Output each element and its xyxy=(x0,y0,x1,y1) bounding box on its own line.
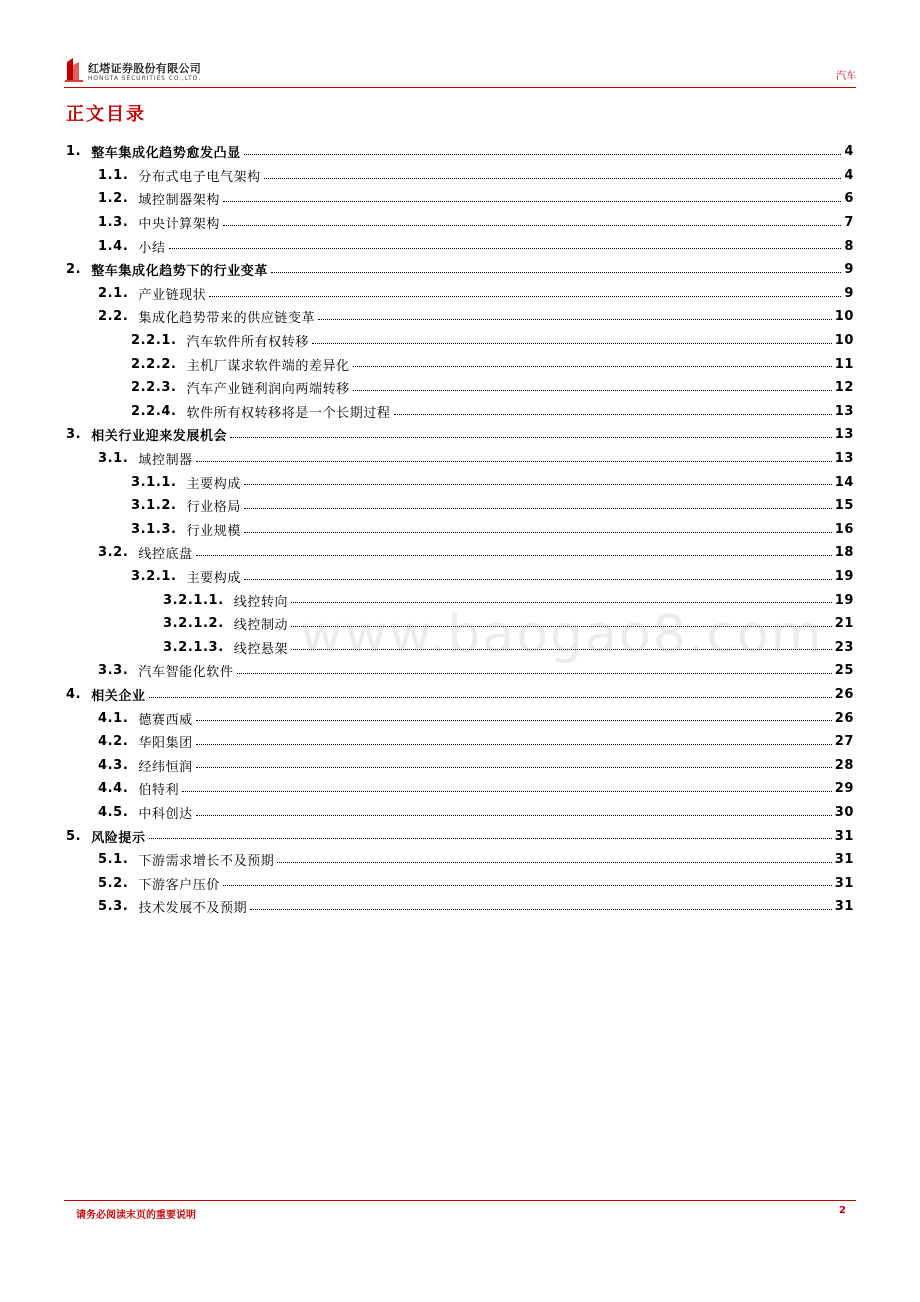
toc-entry-title: 技术发展不及预期 xyxy=(138,901,248,917)
toc-entry-number: 3.3. xyxy=(98,663,129,679)
toc-entry[interactable] xyxy=(66,848,854,872)
toc-dot-leader xyxy=(196,709,832,721)
toc-entry-number: 3.1. xyxy=(98,451,129,467)
watermark: www.baogao8.com xyxy=(300,605,824,665)
toc-entry[interactable] xyxy=(66,164,854,188)
toc-entry-number: 3.1.1. xyxy=(131,474,177,490)
logo-company-name: 红塔证券股份有限公司 xyxy=(88,62,201,75)
toc-entry-page: 15 xyxy=(834,498,854,514)
toc-entry-page: 10 xyxy=(834,309,854,325)
toc-entry-title: 分布式电子电气架构 xyxy=(138,169,261,185)
toc-entry-page: 31 xyxy=(834,852,854,868)
toc-dot-leader xyxy=(230,426,832,438)
toc-entry-title: 中央计算架构 xyxy=(138,217,220,233)
toc-entry[interactable] xyxy=(66,541,854,565)
toc-entry-title: 产业链现状 xyxy=(138,287,207,303)
toc-entry[interactable] xyxy=(66,376,854,400)
toc-entry[interactable] xyxy=(66,871,854,895)
toc-entry-page: 21 xyxy=(834,616,854,632)
company-logo xyxy=(64,56,264,84)
toc-entry-page: 4 xyxy=(844,144,854,160)
toc-entry-title: 域控制器架构 xyxy=(138,193,220,209)
toc-dot-leader xyxy=(244,497,832,509)
toc-dot-leader xyxy=(149,827,832,839)
toc-entry[interactable] xyxy=(66,400,854,424)
toc-dot-leader xyxy=(244,143,841,155)
footer-divider xyxy=(64,1200,856,1201)
footer-disclaimer: 请务必阅读末页的重要说明 xyxy=(76,1210,196,1221)
toc-entry-page: 30 xyxy=(834,804,854,820)
toc-entry-number: 5.1. xyxy=(98,852,129,868)
toc-entry-title: 线控悬架 xyxy=(233,641,289,657)
toc-entry-title: 经纬恒润 xyxy=(138,759,193,775)
toc-dot-leader xyxy=(223,190,841,202)
toc-entry-title: 主机厂谋求软件端的差异化 xyxy=(186,358,350,374)
toc-entry[interactable] xyxy=(66,753,854,777)
toc-entry-number: 4.5. xyxy=(98,804,129,820)
toc-entry-page: 28 xyxy=(834,757,854,773)
toc-entry-title: 风险提示 xyxy=(91,830,146,846)
toc-entry[interactable] xyxy=(66,518,854,542)
toc-entry[interactable] xyxy=(66,234,854,258)
toc-entry[interactable] xyxy=(66,824,854,848)
toc-dot-leader xyxy=(271,261,841,273)
toc-entry[interactable] xyxy=(66,305,854,329)
toc-entry-page: 26 xyxy=(834,710,854,726)
toc-dot-leader xyxy=(394,403,832,415)
toc-entry-number: 2.2.4. xyxy=(131,403,177,419)
toc-entry-page: 13 xyxy=(834,451,854,467)
toc-entry-title: 线控制动 xyxy=(233,618,289,634)
toc-entry-page: 18 xyxy=(834,545,854,561)
toc-entry-title: 整车集成化趋势愈发凸显 xyxy=(91,146,241,162)
toc-entry-page: 26 xyxy=(834,686,854,702)
toc-entry-page: 13 xyxy=(834,427,854,443)
toc-entry-number: 1.3. xyxy=(98,215,129,231)
toc-entry-number: 3. xyxy=(66,427,82,443)
toc-entry-page: 31 xyxy=(834,828,854,844)
toc-dot-leader xyxy=(353,355,832,367)
toc-entry-page: 9 xyxy=(844,262,854,278)
toc-entry-page: 11 xyxy=(834,356,854,372)
toc-dot-leader xyxy=(196,450,832,462)
toc-entry-page: 12 xyxy=(834,380,854,396)
toc-entry-title: 行业规模 xyxy=(186,523,241,539)
toc-entry[interactable] xyxy=(66,352,854,376)
toc-dot-leader xyxy=(264,167,841,179)
toc-dot-leader xyxy=(149,686,832,698)
toc-dot-leader xyxy=(318,308,832,320)
toc-dot-leader xyxy=(250,898,832,910)
toc-dot-leader xyxy=(244,473,832,485)
toc-entry-page: 13 xyxy=(834,403,854,419)
toc-entry[interactable] xyxy=(66,801,854,825)
toc-entry-page: 8 xyxy=(844,238,854,254)
hongta-logo-icon xyxy=(64,56,84,82)
page-number: 2 xyxy=(839,1205,846,1216)
toc-entry-title: 德赛西威 xyxy=(138,712,193,728)
toc-entry-page: 16 xyxy=(834,521,854,537)
toc-entry-number: 3.1.2. xyxy=(131,498,177,514)
toc-entry-page: 23 xyxy=(834,639,854,655)
toc-entry-number: 5.2. xyxy=(98,875,129,891)
toc-entry-number: 2.2.2. xyxy=(131,356,177,372)
toc-entry-page: 29 xyxy=(834,781,854,797)
toc-dot-leader xyxy=(277,851,831,863)
toc-entry[interactable] xyxy=(66,140,854,164)
toc-entry[interactable] xyxy=(66,565,854,589)
toc-dot-leader xyxy=(196,544,832,556)
toc-entry-number: 1.1. xyxy=(98,167,129,183)
logo-company-name-en: HONGTA SECURITIES CO.,LTD. xyxy=(88,75,202,82)
toc-entry-number: 1.4. xyxy=(98,238,129,254)
toc-entry-title: 汽车智能化软件 xyxy=(138,665,234,681)
toc-entry-title: 伯特利 xyxy=(138,783,180,799)
toc-entry-number: 4.2. xyxy=(98,734,129,750)
toc-entry-title: 小结 xyxy=(138,240,166,256)
toc-entry[interactable] xyxy=(66,447,854,471)
toc-entry-title: 主要构成 xyxy=(186,476,241,492)
toc-entry-number: 4. xyxy=(66,686,82,702)
toc-entry[interactable] xyxy=(66,777,854,801)
toc-entry-title: 汽车软件所有权转移 xyxy=(186,335,309,351)
toc-entry-number: 2.1. xyxy=(98,285,129,301)
toc-dot-leader xyxy=(223,214,841,226)
toc-entry[interactable] xyxy=(66,423,854,447)
toc-entry-page: 31 xyxy=(834,875,854,891)
toc-entry-number: 2.2.1. xyxy=(131,333,177,349)
toc-entry-title: 整车集成化趋势下的行业变革 xyxy=(91,264,268,280)
toc-entry-title: 软件所有权转移将是一个长期过程 xyxy=(186,405,391,421)
toc-entry-title: 线控转向 xyxy=(233,594,289,610)
toc-entry-number: 3.2.1. xyxy=(131,568,177,584)
toc-entry[interactable] xyxy=(66,730,854,754)
toc-entry-title: 域控制器 xyxy=(138,453,193,469)
toc-dot-leader xyxy=(209,285,841,297)
toc-entry-title: 中科创达 xyxy=(138,806,193,822)
toc-entry-number: 3.2.1.2. xyxy=(163,616,224,632)
toc-entry-page: 31 xyxy=(834,899,854,915)
toc-dot-leader xyxy=(312,332,832,344)
toc-entry-number: 2.2. xyxy=(98,309,129,325)
toc-entry-number: 5. xyxy=(66,828,82,844)
toc-entry[interactable] xyxy=(66,470,854,494)
section-tag: 汽车 xyxy=(836,71,856,82)
toc-title: 正文目录 xyxy=(66,104,146,125)
toc-entry-page: 27 xyxy=(834,734,854,750)
toc-entry[interactable] xyxy=(66,211,854,235)
toc-dot-leader xyxy=(244,521,832,533)
toc-entry-number: 4.1. xyxy=(98,710,129,726)
toc-entry-page: 7 xyxy=(844,215,854,231)
toc-entry-number: 3.2.1.3. xyxy=(163,639,224,655)
toc-entry-number: 3.1.3. xyxy=(131,521,177,537)
toc-dot-leader xyxy=(244,568,832,580)
toc-entry-title: 下游客户压价 xyxy=(138,877,220,893)
toc-entry-title: 线控底盘 xyxy=(138,547,193,563)
toc-entry-page: 25 xyxy=(834,663,854,679)
toc-entry[interactable] xyxy=(66,683,854,707)
toc-dot-leader xyxy=(196,804,832,816)
toc-entry-title: 下游需求增长不及预期 xyxy=(138,854,275,870)
toc-entry-number: 3.2.1.1. xyxy=(163,592,224,608)
toc-entry-page: 4 xyxy=(844,167,854,183)
toc-entry-number: 1. xyxy=(66,144,82,160)
header-divider xyxy=(64,87,856,88)
toc-dot-leader xyxy=(196,733,832,745)
toc-dot-leader xyxy=(196,756,832,768)
toc-entry-number: 4.3. xyxy=(98,757,129,773)
toc-entry-title: 汽车产业链利润向两端转移 xyxy=(186,382,350,398)
toc-entry-title: 华阳集团 xyxy=(138,736,193,752)
toc-entry[interactable] xyxy=(66,706,854,730)
toc-entry-number: 5.3. xyxy=(98,899,129,915)
toc-entry[interactable] xyxy=(66,329,854,353)
toc-entry[interactable] xyxy=(66,282,854,306)
toc-entry-title: 相关行业迎来发展机会 xyxy=(91,429,228,445)
toc-entry-number: 4.4. xyxy=(98,781,129,797)
toc-entry-number: 2. xyxy=(66,262,82,278)
toc-entry-title: 主要构成 xyxy=(186,570,241,586)
toc-entry-page: 19 xyxy=(834,568,854,584)
toc-dot-leader xyxy=(223,874,832,886)
toc-entry-page: 10 xyxy=(834,333,854,349)
toc-dot-leader xyxy=(169,237,841,249)
toc-dot-leader xyxy=(291,591,832,603)
toc-entry[interactable] xyxy=(66,187,854,211)
toc-dot-leader xyxy=(353,379,832,391)
toc-entry[interactable] xyxy=(66,895,854,919)
toc-dot-leader xyxy=(182,780,832,792)
toc-entry-page: 19 xyxy=(834,592,854,608)
toc-entry[interactable] xyxy=(66,494,854,518)
table-of-contents xyxy=(66,140,854,919)
toc-entry-number: 2.2.3. xyxy=(131,380,177,396)
toc-entry-page: 14 xyxy=(834,474,854,490)
toc-entry[interactable] xyxy=(66,258,854,282)
toc-entry-title: 行业格局 xyxy=(186,500,241,516)
page-header xyxy=(64,54,856,88)
toc-entry-title: 集成化趋势带来的供应链变革 xyxy=(138,311,316,327)
toc-entry-number: 1.2. xyxy=(98,191,129,207)
toc-entry-title: 相关企业 xyxy=(91,688,146,704)
toc-entry-page: 6 xyxy=(844,191,854,207)
toc-entry-page: 9 xyxy=(844,285,854,301)
toc-entry-number: 3.2. xyxy=(98,545,129,561)
